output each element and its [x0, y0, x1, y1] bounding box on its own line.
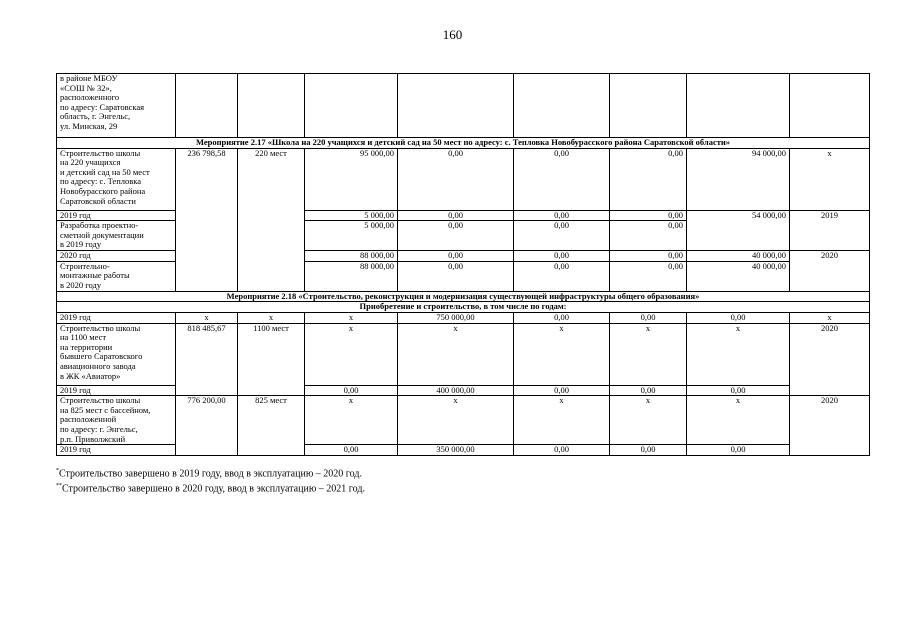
value-cell: 0,00 — [514, 261, 610, 291]
year-label: 2019 год — [57, 210, 176, 221]
table-row — [57, 148, 870, 210]
value-cell: 0,00 — [610, 385, 687, 396]
value-cell: 0,00 — [610, 148, 687, 210]
year-label: 2019 год — [57, 385, 176, 396]
value-cell: х — [687, 396, 790, 445]
value-cell: 0,00 — [514, 221, 610, 251]
table-row — [57, 312, 870, 323]
value-cell: 95 000,00 — [305, 148, 398, 210]
value-cell: 0,00 — [687, 385, 790, 396]
section-subtitle-row — [57, 302, 870, 313]
capacity-cell: х — [238, 312, 305, 323]
value-cell: 0,00 — [610, 312, 687, 323]
capacity-cell: 1100 мест — [238, 323, 305, 396]
value-cell: 0,00 — [514, 148, 610, 210]
year-cell: 2020 — [790, 396, 870, 456]
value-cell: 0,00 — [514, 445, 610, 456]
object-name: Разработка проектно- сметной документации в 2019 году — [57, 221, 176, 251]
value-cell: х — [514, 323, 610, 385]
cost-cell: 236 798,58 — [176, 148, 238, 291]
value-cell: х — [514, 396, 610, 445]
value-cell: 0,00 — [398, 210, 514, 221]
year-cell: 2019 — [790, 210, 870, 251]
program-table — [56, 73, 870, 456]
page-number: 160 — [442, 27, 463, 42]
section-title: Мероприятие 2.18 «Строительство, реконструкция и модернизация существующей инфраструктуры общего образования» — [57, 291, 870, 302]
year-cell: х — [790, 148, 870, 210]
value-cell: 0,00 — [398, 251, 514, 262]
object-name: Строительство школы на 220 учащихся и детский сад на 50 мест по адресу: с. Тепловка Новобурасского района Саратовской области — [57, 148, 176, 210]
value-cell: 54 000,00 — [687, 210, 790, 251]
value-cell: х — [610, 396, 687, 445]
value-cell: 750 000,00 — [398, 312, 514, 323]
capacity-cell: 825 мест — [238, 396, 305, 456]
section-title-row — [57, 291, 870, 302]
section-title: Мероприятие 2.17 «Школа на 220 учащихся и детский сад на 50 мест по адресу: с. Тепловка Новобурасского района Саратовской области» — [57, 138, 870, 149]
value-cell: х — [305, 312, 398, 323]
value-cell: 0,00 — [687, 445, 790, 456]
value-cell: 5 000,00 — [305, 221, 398, 251]
object-name: Строительство школы на 825 мест с бассейном, расположенной по адресу: г. Энгельс, р.п. Приволжский — [57, 396, 176, 445]
value-cell: 5 000,00 — [305, 210, 398, 221]
value-cell: 0,00 — [610, 210, 687, 221]
value-cell: 40 000,00 — [687, 261, 790, 291]
value-cell: 88 000,00 — [305, 261, 398, 291]
value-cell: 400 000,00 — [398, 385, 514, 396]
value-cell: 0,00 — [398, 148, 514, 210]
value-cell: 0,00 — [514, 385, 610, 396]
value-cell: 88 000,00 — [305, 251, 398, 262]
value-cell: х — [398, 396, 514, 445]
table-row — [57, 323, 870, 385]
cost-cell: 818 485,67 — [176, 323, 238, 396]
footnotes — [56, 465, 365, 496]
value-cell: х — [305, 396, 398, 445]
year-cell: х — [790, 312, 870, 323]
cost-cell: х — [176, 312, 238, 323]
value-cell: 0,00 — [514, 251, 610, 262]
year-label: 2019 год — [57, 445, 176, 456]
value-cell: 0,00 — [610, 221, 687, 251]
footnote-text: Строительство завершено в 2020 году, ввод в эксплуатацию – 2021 год. — [62, 483, 365, 495]
value-cell: 0,00 — [610, 445, 687, 456]
year-label: 2019 год — [57, 312, 176, 323]
value-cell: 40 000,00 — [687, 251, 790, 262]
footnote-mark: * — [56, 468, 59, 474]
value-cell: х — [398, 323, 514, 385]
footnote-2 — [56, 480, 365, 495]
footnote-text: Строительство завершено в 2019 году, ввод в эксплуатацию – 2020 год. — [59, 468, 362, 480]
value-cell: 350 000,00 — [398, 445, 514, 456]
footnote-1 — [56, 465, 365, 480]
value-cell: 0,00 — [398, 221, 514, 251]
capacity-cell: 220 мест — [238, 148, 305, 291]
object-name: в районе МБОУ «СОШ № 32», расположенного по адресу: Саратовская область, г. Энгельс, ул. Минская, 29 — [57, 74, 176, 138]
value-cell: 0,00 — [398, 261, 514, 291]
value-cell: 0,00 — [687, 312, 790, 323]
table-row — [57, 74, 870, 138]
object-name: Строительно- монтажные работы в 2020 году — [57, 261, 176, 291]
year-cell: 2020 — [790, 323, 870, 396]
value-cell: 0,00 — [610, 251, 687, 262]
section-subtitle: Приобретение и строительство, в том числе по годам: — [57, 302, 870, 313]
value-cell: 94 000,00 — [687, 148, 790, 210]
footnote-mark: ** — [56, 483, 62, 490]
value-cell: 0,00 — [514, 210, 610, 221]
value-cell: 0,00 — [514, 312, 610, 323]
value-cell: 0,00 — [305, 385, 398, 396]
section-title-row — [57, 138, 870, 149]
table-row — [57, 396, 870, 445]
year-label: 2020 год — [57, 251, 176, 262]
value-cell: 0,00 — [305, 445, 398, 456]
value-cell: 0,00 — [610, 261, 687, 291]
value-cell: х — [305, 323, 398, 385]
value-cell: х — [610, 323, 687, 385]
value-cell: х — [687, 323, 790, 385]
year-cell: 2020 — [790, 251, 870, 292]
object-name: Строительство школы на 1100 мест на территории бывшего Саратовского авиационного завода в ЖК «Авиатор» — [57, 323, 176, 385]
cost-cell: 776 200,00 — [176, 396, 238, 456]
